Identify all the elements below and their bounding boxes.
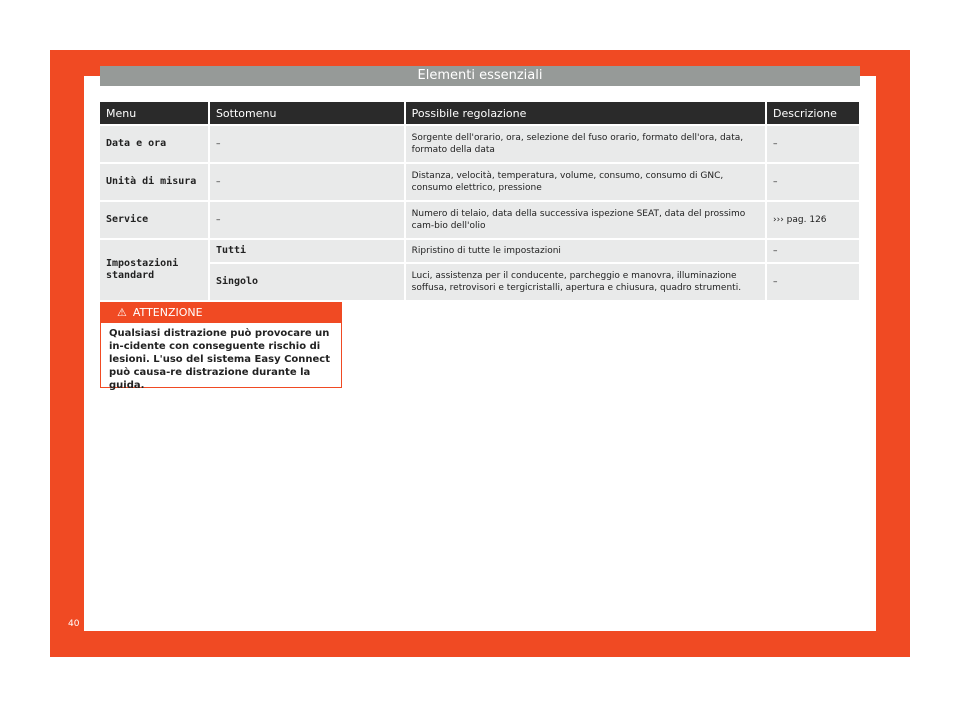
cell-setting: Distanza, velocità, temperatura, volume, consumo, consumo di GNC, consumo elettrico, pressione (406, 162, 767, 200)
table-row (100, 124, 859, 162)
cell-submenu: Singolo (210, 262, 406, 300)
table-row (100, 200, 859, 238)
section-header (100, 66, 860, 86)
cell-menu: Impostazioni standard (100, 238, 210, 300)
cell-submenu: – (210, 200, 406, 238)
column-header-setting: Possibile regolazione (406, 102, 767, 124)
cell-menu: Unità di misura (100, 162, 210, 200)
page-number: 40 (68, 619, 80, 629)
cell-submenu: Tutti (210, 238, 406, 262)
table-row (100, 238, 859, 262)
cell-menu: Service (100, 200, 210, 238)
cell-description: – (767, 124, 859, 162)
warning-header (101, 303, 341, 323)
column-header-description: Descrizione (767, 102, 859, 124)
column-header-submenu: Sottomenu (210, 102, 406, 124)
warning-triangle-icon: ⚠ (117, 306, 127, 319)
cell-description: – (767, 262, 859, 300)
cell-setting: Sorgente dell'orario, ora, selezione del fuso orario, formato dell'ora, data, formato della data (406, 124, 767, 162)
table-row (100, 162, 859, 200)
cell-setting: Luci, assistenza per il conducente, parcheggio e manovra, illuminazione soffusa, retrovisori e tergicristalli, apertura e chiusura, quadro strumenti. (406, 262, 767, 300)
cell-menu: Data e ora (100, 124, 210, 162)
warning-box (100, 302, 342, 391)
cell-description[interactable]: ››› pag. 126 (767, 200, 859, 238)
cell-submenu: – (210, 162, 406, 200)
table-header-row (100, 102, 859, 124)
cell-setting: Numero di telaio, data della successiva ispezione SEAT, data del prossimo cam-bio dell'olio (406, 200, 767, 238)
section-title: Elementi essenziali (417, 68, 543, 83)
warning-title: ATTENZIONE (132, 306, 203, 319)
cell-setting: Ripristino di tutte le impostazioni (406, 238, 767, 262)
cell-description: – (767, 162, 859, 200)
table-row (100, 262, 859, 300)
warning-text: Qualsiasi distrazione può provocare un in-cidente con conseguente rischio di lesioni. L'uso del sistema Easy Connect può causa-re distrazione durante la guida. (109, 328, 331, 391)
column-header-menu: Menu (100, 102, 210, 124)
cell-submenu: – (210, 124, 406, 162)
settings-table (100, 102, 859, 300)
cell-description: – (767, 238, 859, 262)
